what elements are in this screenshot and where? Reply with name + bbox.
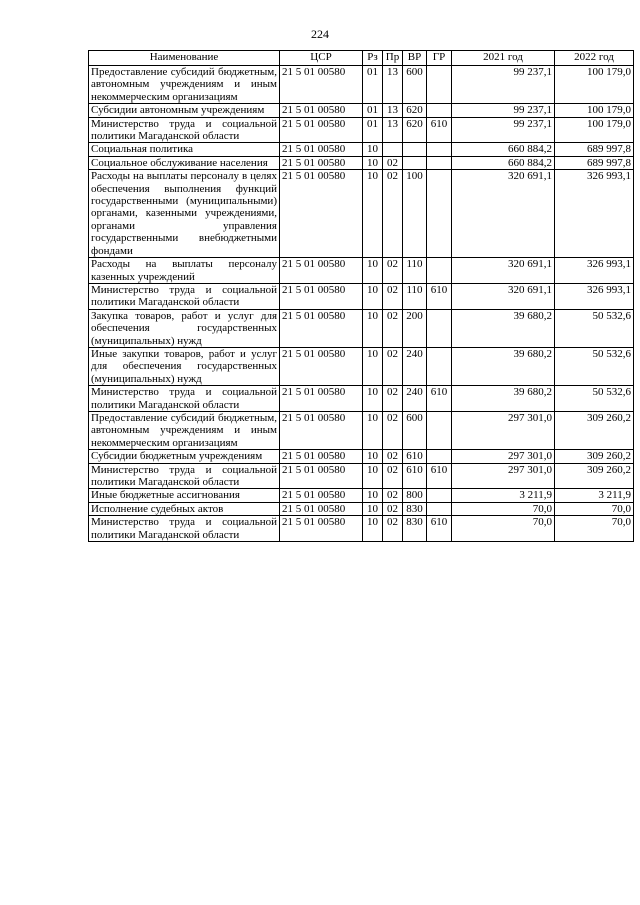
cell-2022: 50 532,6 (555, 386, 634, 412)
cell-name: Иные закупки товаров, работ и услуг для обеспечения государственных (муниципальных) нужд (89, 347, 280, 385)
cell-vr: 610 (403, 463, 427, 489)
cell-2022: 326 993,1 (555, 170, 634, 258)
cell-csr: 21 5 01 00580 (280, 502, 363, 515)
cell-csr: 21 5 01 00580 (280, 104, 363, 117)
cell-gr: 610 (427, 283, 452, 309)
cell-pr: 02 (383, 283, 403, 309)
cell-gr (427, 258, 452, 284)
cell-gr (427, 347, 452, 385)
cell-name: Министерство труда и социальной политики Магаданской области (89, 386, 280, 412)
cell-2022: 100 179,0 (555, 117, 634, 143)
cell-vr: 610 (403, 450, 427, 463)
cell-rz: 10 (363, 516, 383, 542)
cell-rz: 10 (363, 283, 383, 309)
cell-2022: 309 260,2 (555, 411, 634, 449)
cell-2021: 70,0 (452, 502, 555, 515)
cell-pr: 13 (383, 66, 403, 104)
cell-pr: 13 (383, 104, 403, 117)
cell-pr: 02 (383, 489, 403, 502)
cell-2022: 326 993,1 (555, 283, 634, 309)
cell-2021: 297 301,0 (452, 411, 555, 449)
header-gr: ГР (427, 51, 452, 66)
cell-rz: 10 (363, 450, 383, 463)
cell-2022: 326 993,1 (555, 258, 634, 284)
cell-vr: 110 (403, 283, 427, 309)
cell-rz: 10 (363, 347, 383, 385)
cell-pr: 02 (383, 347, 403, 385)
cell-pr: 02 (383, 516, 403, 542)
cell-csr: 21 5 01 00580 (280, 143, 363, 156)
cell-name: Предоставление субсидий бюджетным, автономным учреждениям и иным некоммерческим организациям (89, 66, 280, 104)
cell-rz: 10 (363, 502, 383, 515)
cell-gr (427, 489, 452, 502)
cell-name: Министерство труда и социальной политики Магаданской области (89, 463, 280, 489)
cell-gr (427, 156, 452, 169)
table-row (89, 156, 634, 169)
table-row (89, 347, 634, 385)
cell-gr: 610 (427, 516, 452, 542)
cell-vr: 800 (403, 489, 427, 502)
cell-csr: 21 5 01 00580 (280, 258, 363, 284)
table-row (89, 309, 634, 347)
cell-vr: 200 (403, 309, 427, 347)
cell-name: Расходы на выплаты персоналу казенных учреждений (89, 258, 280, 284)
cell-gr (427, 450, 452, 463)
cell-2021: 320 691,1 (452, 258, 555, 284)
cell-vr (403, 156, 427, 169)
cell-rz: 10 (363, 411, 383, 449)
cell-pr: 02 (383, 386, 403, 412)
budget-table (88, 50, 634, 542)
cell-2021: 99 237,1 (452, 66, 555, 104)
cell-vr (403, 143, 427, 156)
cell-2022: 100 179,0 (555, 104, 634, 117)
cell-gr (427, 411, 452, 449)
cell-pr: 02 (383, 411, 403, 449)
header-rz: Рз (363, 51, 383, 66)
cell-rz: 10 (363, 309, 383, 347)
cell-2022: 689 997,8 (555, 156, 634, 169)
table-row (89, 170, 634, 258)
cell-name: Субсидии бюджетным учреждениям (89, 450, 280, 463)
table-row (89, 117, 634, 143)
cell-vr: 600 (403, 66, 427, 104)
cell-csr: 21 5 01 00580 (280, 309, 363, 347)
cell-2021: 70,0 (452, 516, 555, 542)
cell-2021: 39 680,2 (452, 347, 555, 385)
cell-name: Предоставление субсидий бюджетным, автономным учреждениям и иным некоммерческим организациям (89, 411, 280, 449)
header-csr: ЦСР (280, 51, 363, 66)
cell-2022: 70,0 (555, 502, 634, 515)
cell-name: Субсидии автономным учреждениям (89, 104, 280, 117)
cell-gr: 610 (427, 117, 452, 143)
cell-gr (427, 104, 452, 117)
cell-csr: 21 5 01 00580 (280, 170, 363, 258)
cell-name: Расходы на выплаты персоналу в целях обеспечения выполнения функций государственными (муниципальными) органами, казенными учреждениями, органами управления государственными внебюджетными фондами (89, 170, 280, 258)
cell-vr: 830 (403, 516, 427, 542)
cell-csr: 21 5 01 00580 (280, 386, 363, 412)
cell-vr: 830 (403, 502, 427, 515)
table-row (89, 104, 634, 117)
table-row (89, 143, 634, 156)
cell-2022: 309 260,2 (555, 450, 634, 463)
cell-2022: 50 532,6 (555, 309, 634, 347)
table-row (89, 516, 634, 542)
cell-csr: 21 5 01 00580 (280, 283, 363, 309)
cell-2022: 100 179,0 (555, 66, 634, 104)
header-2022: 2022 год (555, 51, 634, 66)
cell-2022: 50 532,6 (555, 347, 634, 385)
cell-pr: 02 (383, 170, 403, 258)
cell-gr (427, 66, 452, 104)
cell-rz: 01 (363, 104, 383, 117)
cell-2021: 320 691,1 (452, 283, 555, 309)
table-row (89, 66, 634, 104)
cell-2021: 297 301,0 (452, 450, 555, 463)
cell-vr: 240 (403, 347, 427, 385)
cell-vr: 600 (403, 411, 427, 449)
cell-rz: 10 (363, 156, 383, 169)
cell-2021: 99 237,1 (452, 117, 555, 143)
table-row (89, 489, 634, 502)
table-row (89, 502, 634, 515)
cell-csr: 21 5 01 00580 (280, 411, 363, 449)
cell-2021: 39 680,2 (452, 386, 555, 412)
cell-pr (383, 143, 403, 156)
cell-rz: 10 (363, 489, 383, 502)
header-vr: ВР (403, 51, 427, 66)
cell-rz: 01 (363, 117, 383, 143)
cell-2022: 309 260,2 (555, 463, 634, 489)
cell-2022: 3 211,9 (555, 489, 634, 502)
cell-csr: 21 5 01 00580 (280, 450, 363, 463)
cell-csr: 21 5 01 00580 (280, 117, 363, 143)
page-number: 224 (311, 27, 329, 41)
cell-csr: 21 5 01 00580 (280, 347, 363, 385)
table-row (89, 258, 634, 284)
cell-pr: 02 (383, 502, 403, 515)
cell-pr: 02 (383, 450, 403, 463)
header-pr: Пр (383, 51, 403, 66)
cell-csr: 21 5 01 00580 (280, 156, 363, 169)
cell-pr: 13 (383, 117, 403, 143)
cell-2022: 70,0 (555, 516, 634, 542)
cell-pr: 02 (383, 156, 403, 169)
cell-vr: 240 (403, 386, 427, 412)
cell-rz: 10 (363, 143, 383, 156)
table-row (89, 450, 634, 463)
cell-2021: 99 237,1 (452, 104, 555, 117)
cell-gr: 610 (427, 386, 452, 412)
table-row (89, 411, 634, 449)
cell-2021: 3 211,9 (452, 489, 555, 502)
cell-name: Министерство труда и социальной политики Магаданской области (89, 283, 280, 309)
cell-2021: 660 884,2 (452, 156, 555, 169)
cell-2021: 320 691,1 (452, 170, 555, 258)
cell-name: Иные бюджетные ассигнования (89, 489, 280, 502)
cell-gr (427, 170, 452, 258)
cell-gr (427, 143, 452, 156)
cell-name: Закупка товаров, работ и услуг для обеспечения государственных (муниципальных) нужд (89, 309, 280, 347)
cell-gr: 610 (427, 463, 452, 489)
table-header-row (89, 51, 634, 66)
cell-pr: 02 (383, 309, 403, 347)
table-row (89, 283, 634, 309)
cell-2022: 689 997,8 (555, 143, 634, 156)
cell-pr: 02 (383, 258, 403, 284)
cell-gr (427, 502, 452, 515)
header-name: Наименование (89, 51, 280, 66)
cell-2021: 39 680,2 (452, 309, 555, 347)
cell-vr: 100 (403, 170, 427, 258)
cell-rz: 10 (363, 170, 383, 258)
table-row (89, 463, 634, 489)
cell-2021: 297 301,0 (452, 463, 555, 489)
cell-pr: 02 (383, 463, 403, 489)
cell-name: Министерство труда и социальной политики Магаданской области (89, 516, 280, 542)
cell-csr: 21 5 01 00580 (280, 489, 363, 502)
cell-rz: 10 (363, 386, 383, 412)
cell-2021: 660 884,2 (452, 143, 555, 156)
cell-name: Министерство труда и социальной политики Магаданской области (89, 117, 280, 143)
table-row (89, 386, 634, 412)
cell-vr: 110 (403, 258, 427, 284)
cell-rz: 10 (363, 258, 383, 284)
header-2021: 2021 год (452, 51, 555, 66)
cell-csr: 21 5 01 00580 (280, 66, 363, 104)
cell-name: Социальное обслуживание населения (89, 156, 280, 169)
cell-vr: 620 (403, 117, 427, 143)
cell-csr: 21 5 01 00580 (280, 516, 363, 542)
cell-name: Социальная политика (89, 143, 280, 156)
cell-vr: 620 (403, 104, 427, 117)
cell-rz: 01 (363, 66, 383, 104)
cell-rz: 10 (363, 463, 383, 489)
cell-gr (427, 309, 452, 347)
cell-name: Исполнение судебных актов (89, 502, 280, 515)
cell-csr: 21 5 01 00580 (280, 463, 363, 489)
